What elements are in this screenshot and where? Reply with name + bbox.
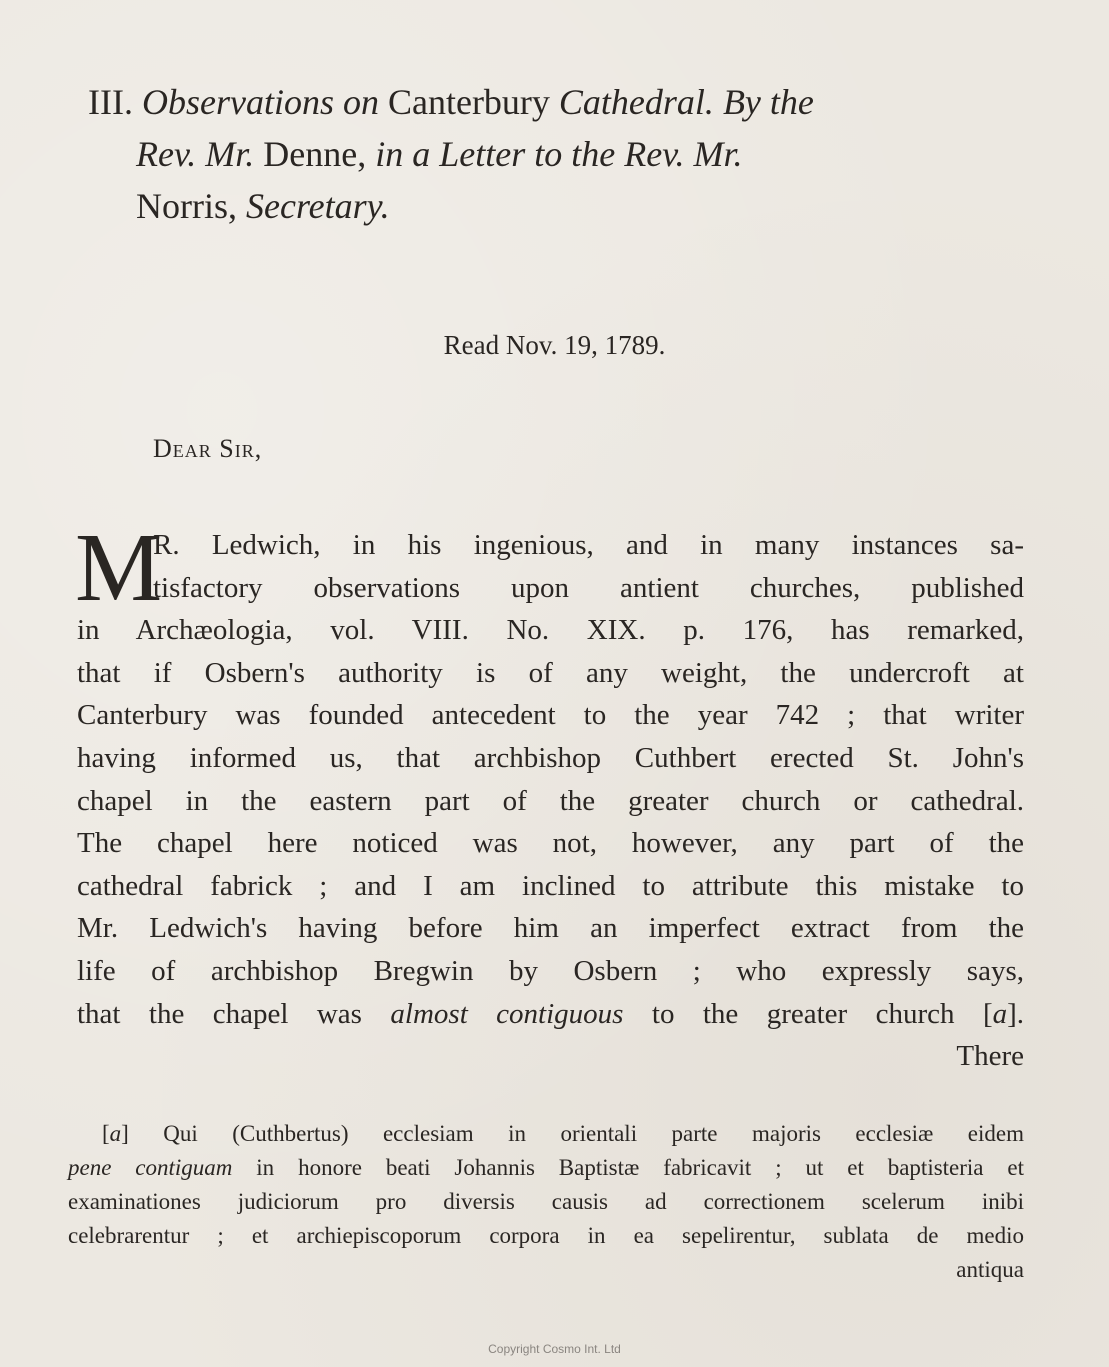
footnote	[68, 1117, 1024, 1287]
footnote-catchword: antiqua	[956, 1257, 1024, 1282]
footnote-line: pene contiguam in honore beati Johannis Baptistæ fabricavit ; ut et baptisteria et	[68, 1155, 1025, 1180]
copyright-watermark: Copyright Cosmo Int. Ltd	[488, 1342, 621, 1356]
salutation: Dear Sir,	[153, 434, 263, 463]
body-line: R. Ledwich, in his ingenious, and in many instances sa-	[153, 529, 1024, 561]
body-line: Canterbury was founded antecedent to the year 742 ; that writer	[77, 699, 1024, 732]
article-title	[88, 76, 1038, 232]
body-line: cathedral fabrick ; and I am inclined to attribute this mistake to	[77, 869, 1024, 902]
body-line: chapel in the eastern part of the greater church or cathedral.	[77, 784, 1024, 817]
letter-body	[75, 514, 1025, 1078]
body-line: in Archæologia, vol. VIII. No. XIX. p. 176, has remarked,	[77, 614, 1024, 647]
body-line: The chapel here noticed was not, however, any part of the	[77, 827, 1024, 860]
footnote-line: [a] Qui (Cuthbertus) ecclesiam in orientali parte majoris ecclesiæ eidem	[102, 1121, 1024, 1146]
read-date: Read Nov. 19, 1789.	[443, 330, 666, 360]
body-line: life of archbishop Bregwin by Osbern ; who expressly says,	[77, 954, 1024, 987]
body-line: that if Osbern's authority is of any weight, the undercroft at	[77, 656, 1024, 689]
body-line: having informed us, that archbishop Cuthbert erected St. John's	[77, 741, 1024, 774]
article-number: III.	[88, 82, 133, 122]
title-line-3: Norris, Secretary.	[136, 186, 390, 226]
footnote-line: examinationes judiciorum pro diversis causis ad correctionem scelerum inibi	[68, 1189, 1024, 1214]
body-line: that the chapel was almost contiguous to the greater church [a].	[77, 997, 1025, 1030]
footnote-ref: a	[992, 997, 1008, 1030]
body-line: tisfactory observations upon antient churches, published	[153, 571, 1024, 604]
footnote-mark: a	[109, 1121, 122, 1146]
footnote-line: celebrarentur ; et archiepiscoporum corpora in ea sepelirentur, sublata de medio	[68, 1223, 1024, 1248]
drop-cap: M	[75, 514, 163, 622]
title-line-1: III. Observations on Canterbury Cathedral. By the	[88, 82, 814, 122]
catchword: There	[956, 1040, 1024, 1073]
body-line: Mr. Ledwich's having before him an imperfect extract from the	[77, 912, 1024, 945]
title-line-2: Rev. Mr. Denne, in a Letter to the Rev. Mr.	[136, 134, 743, 174]
